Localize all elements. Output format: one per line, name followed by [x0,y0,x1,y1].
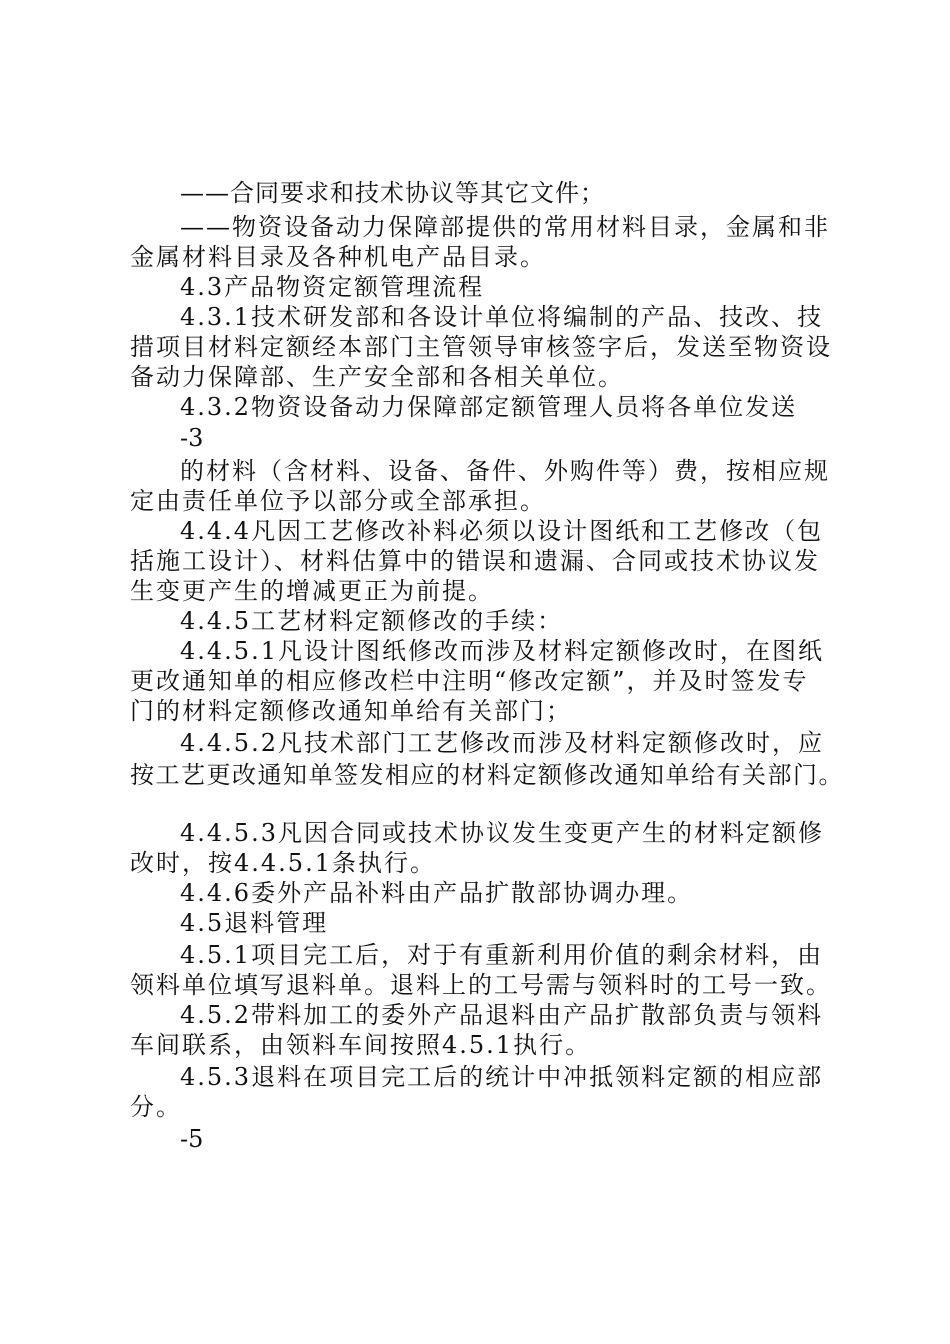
paragraph-line: 4.4.4凡因工艺修改补料必须以设计图纸和工艺修改（包 [180,517,824,545]
section-heading: 4.4.5工艺材料定额修改的手续： [180,607,564,635]
paragraph-line: 领料单位填写退料单。退料上的工号需与领料时的工号一致。 [130,971,832,999]
paragraph-line: 4.4.6委外产品补料由产品扩散部协调办理。 [180,879,694,907]
paragraph-line: 4.3.1技术研发部和各设计单位将编制的产品、技改、技 [180,303,824,331]
page-number: -5 [180,1125,204,1153]
paragraph-line: ——物资设备动力保障部提供的常用材料目录，金属和非 [180,213,830,241]
paragraph-line: ——合同要求和技术协议等其它文件； [180,179,605,207]
paragraph-line: 4.4.5.3凡因合同或技术协议发生变更产生的材料定额修 [180,819,824,847]
paragraph-line: 定由责任单位予以部分或全部承担。 [130,487,546,515]
paragraph-line: 改时，按4.4.5.1条执行。 [130,849,436,877]
section-heading: 4.5退料管理 [180,909,329,937]
paragraph-line: 更改通知单的相应修改栏中注明“修改定额”，并及时签发专 [130,667,809,695]
paragraph-line: 4.5.1项目完工后，对于有重新利用价值的剩余材料，由 [180,941,824,969]
paragraph-line: 4.5.3退料在项目完工后的统计中冲抵领料定额的相应部 [180,1063,824,1091]
section-heading: 4.3产品物资定额管理流程 [180,273,485,301]
paragraph-line: 措项目材料定额经本部门主管领导审核签字后，发送至物资设 [130,333,832,361]
paragraph-line: 4.3.2物资设备动力保障部定额管理人员将各单位发送 [180,393,798,421]
paragraph-line: 金属材料目录及各种机电产品目录。 [130,243,546,271]
paragraph-line: 4.4.5.1凡设计图纸修改而涉及材料定额修改时，在图纸 [180,637,824,665]
page-number: -3 [180,424,204,452]
paragraph-line: 备动力保障部、生产安全部和各相关单位。 [130,363,624,391]
paragraph-line: 的材料（含材料、设备、备件、外购件等）费，按相应规 [180,457,830,485]
paragraph-line: 分。 [130,1093,182,1121]
paragraph-line: 生变更产生的增减更正为前提。 [130,577,494,605]
paragraph-line: 括施工设计）、材料估算中的错误和遗漏、合同或技术协议发 [130,547,820,575]
paragraph-line: 车间联系，由领料车间按照4.5.1执行。 [130,1031,592,1059]
paragraph-line: 4.4.5.2凡技术部门工艺修改而涉及材料定额修改时，应 [180,729,824,757]
paragraph-line: 门的材料定额修改通知单给有关部门； [130,697,572,725]
paragraph-line: 4.5.2带料加工的委外产品退料由产品扩散部负责与领料 [180,1001,824,1029]
paragraph-line: 按工艺更改通知单签发相应的材料定额修改通知单给有关部门。 [130,761,844,789]
